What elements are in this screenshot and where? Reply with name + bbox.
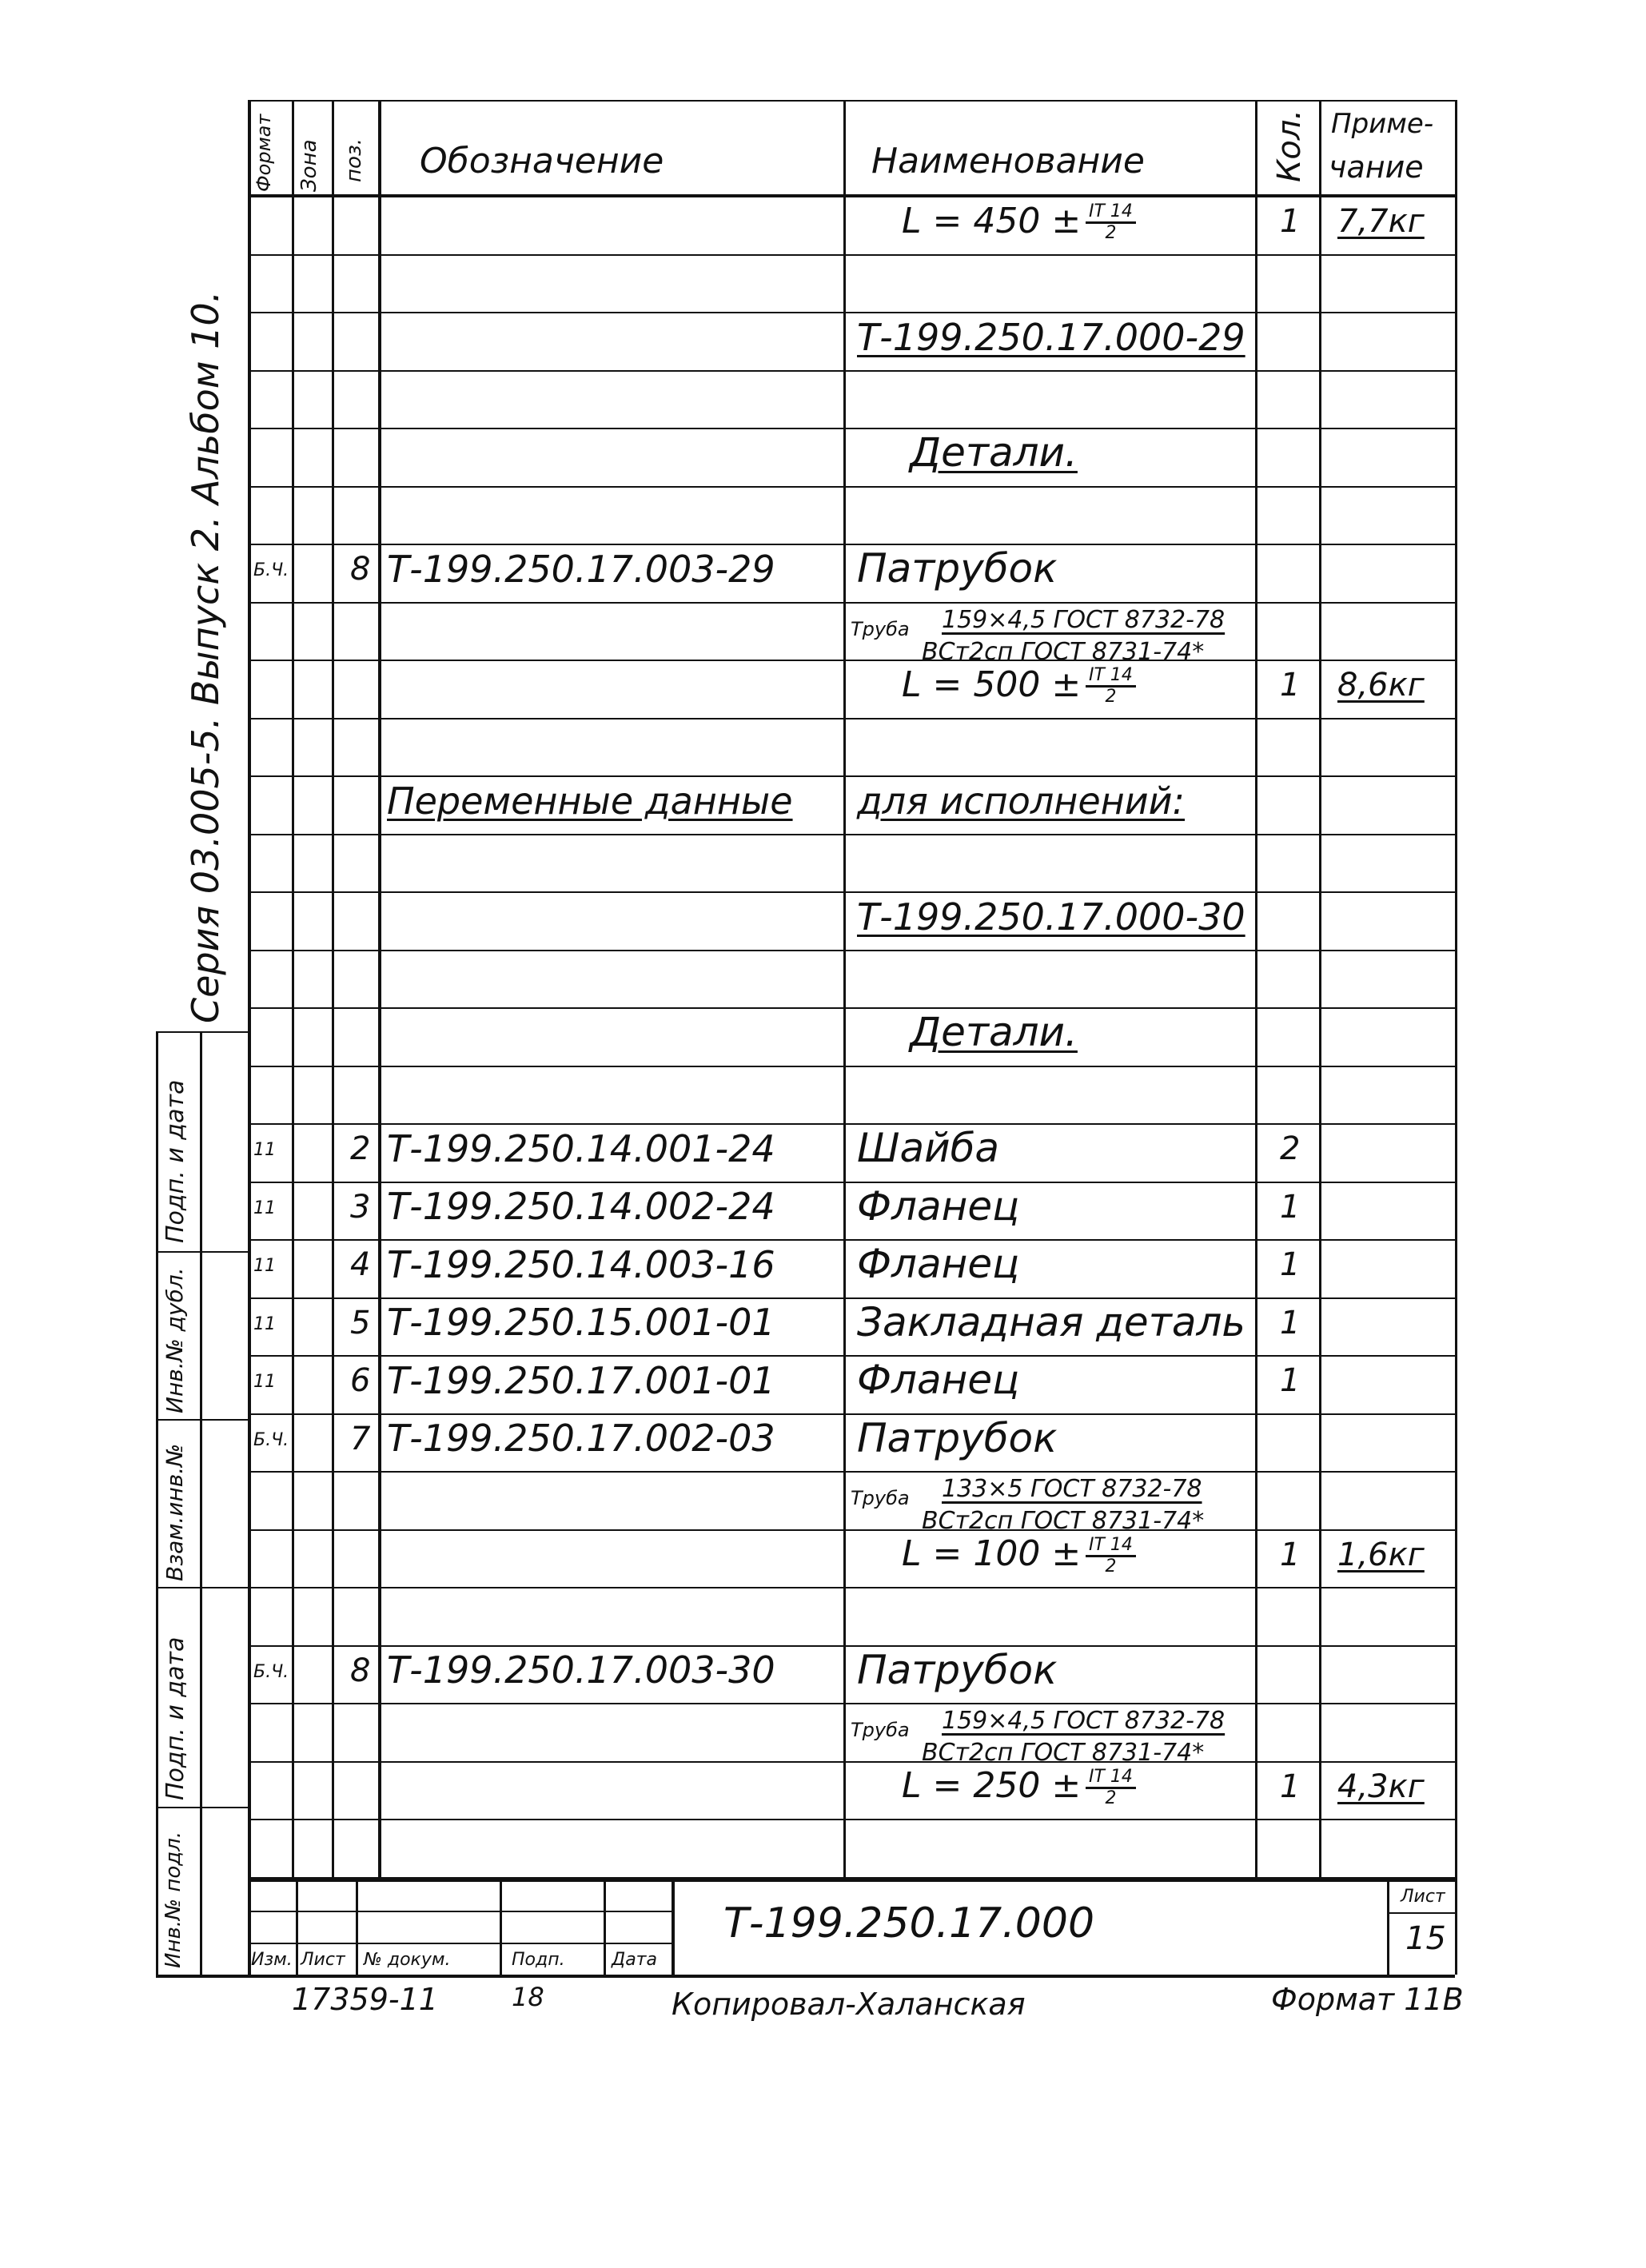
tb-sheet-col — [1387, 1879, 1389, 1975]
side-stamp-sep-3 — [156, 1587, 248, 1588]
row-format: 11 — [253, 1256, 276, 1277]
row-pipe-line1: 133×5 ГОСТ 8732-78 — [942, 1475, 1202, 1503]
row-qty: 1 — [1280, 1536, 1301, 1573]
tolerance-fraction — [1086, 1536, 1136, 1576]
row-note: 4,3кг — [1337, 1768, 1425, 1805]
row-name: Фланец — [857, 1357, 1020, 1404]
row-rule — [248, 1007, 1455, 1009]
row-pipe-prefix: Труба — [851, 1719, 910, 1742]
tb-label-docnum: № докум. — [364, 1950, 451, 1970]
row-rule — [248, 834, 1455, 835]
row-rule — [248, 718, 1455, 719]
row-name: Т-199.250.17.000-30 — [857, 895, 1245, 939]
row-pos: 4 — [350, 1246, 371, 1284]
row-designation: Т-199.250.17.001-01 — [387, 1358, 775, 1402]
side-inv-podl: Инв.№ подл. — [161, 1831, 185, 1968]
side-inv-dubl: Инв.№ дубл. — [161, 1267, 188, 1413]
row-qty: 1 — [1280, 667, 1301, 704]
header-name: Наименование — [871, 141, 1145, 181]
row-pipe-line1: 159×4,5 ГОСТ 8732-78 — [942, 605, 1226, 634]
row-designation: Т-199.250.17.003-29 — [387, 547, 775, 591]
frame-left-border — [248, 100, 251, 1975]
row-qty: 2 — [1280, 1130, 1301, 1168]
header-format: Формат — [253, 114, 275, 192]
row-format: 11 — [253, 1140, 276, 1161]
row-rule — [248, 1239, 1455, 1241]
side-stamp-sep-1 — [156, 1251, 248, 1253]
tb-col-3 — [500, 1879, 502, 1975]
row-rule — [248, 660, 1455, 661]
row-rule — [248, 1587, 1455, 1588]
row-rule — [248, 1529, 1455, 1531]
footer-order-number: 17359-11 — [292, 1982, 438, 2017]
row-section-title: Детали. — [910, 1009, 1078, 1056]
footer-format: Формат 11В — [1271, 1982, 1464, 2017]
header-bottom-line — [248, 194, 1455, 197]
row-format: Б.Ч. — [253, 560, 289, 581]
row-pos: 3 — [350, 1188, 371, 1226]
header-note-line1: Приме- — [1331, 108, 1434, 140]
tb-label-list: Лист — [301, 1950, 345, 1970]
row-name: Патрубок — [857, 545, 1058, 592]
fraction-numerator: IT 14 — [1086, 1536, 1136, 1557]
row-pos: 2 — [350, 1130, 371, 1168]
row-rule — [248, 1819, 1455, 1820]
fraction-denominator: 2 — [1105, 223, 1117, 244]
header-qty: Кол. — [1271, 109, 1308, 182]
row-name: Фланец — [857, 1182, 1020, 1230]
row-pos: 7 — [350, 1420, 371, 1457]
row-pos: 8 — [350, 551, 371, 588]
row-name: для исполнений: — [857, 779, 1186, 823]
row-rule — [248, 891, 1455, 893]
frame-right-border — [1455, 100, 1457, 1975]
tb-label-data: Дата — [612, 1950, 657, 1970]
fraction-numerator: IT 14 — [1086, 666, 1136, 688]
title-block-row-2 — [248, 1943, 672, 1944]
row-rule — [248, 370, 1455, 372]
row-format: 11 — [253, 1198, 276, 1218]
row-rule — [248, 254, 1455, 256]
tolerance-fraction — [1086, 1768, 1136, 1808]
row-rule — [248, 1123, 1455, 1125]
title-block-top — [248, 1879, 1455, 1882]
fraction-denominator: 2 — [1105, 1788, 1117, 1808]
fraction-denominator: 2 — [1105, 687, 1117, 708]
side-podp-data-2: Подп. и дата — [161, 1636, 189, 1800]
side-stamp-sep-2 — [156, 1419, 248, 1421]
row-name: Закладная деталь — [857, 1298, 1245, 1345]
row-rule — [248, 602, 1455, 604]
col-divider-pos — [378, 100, 381, 1879]
row-rule — [248, 1703, 1455, 1704]
row-rule — [248, 1761, 1455, 1763]
header-zone: Зона — [297, 139, 321, 192]
col-divider-zone — [332, 100, 334, 1879]
row-qty: 1 — [1280, 1768, 1301, 1805]
row-qty: 1 — [1280, 1304, 1301, 1341]
row-qty: 1 — [1280, 1246, 1301, 1284]
row-name: Шайба — [857, 1125, 1000, 1172]
row-note: 7,7кг — [1337, 203, 1425, 241]
tolerance-fraction — [1086, 202, 1136, 243]
row-qty: 1 — [1280, 1362, 1301, 1400]
footer-copied-by: Копировал-Халанская — [672, 1987, 1026, 2022]
row-name-formula: L = 450 ± — [902, 200, 1082, 241]
title-sheet-label: Лист — [1401, 1887, 1445, 1907]
row-pipe-line2: ВСт2сп ГОСТ 8731-74* — [922, 637, 1205, 666]
header-top-line — [248, 100, 1455, 102]
col-divider-name — [1255, 100, 1257, 1879]
row-format: Б.Ч. — [253, 1429, 289, 1450]
row-rule — [248, 312, 1455, 313]
row-format: 11 — [253, 1372, 276, 1393]
side-stamp-sep-4 — [156, 1807, 248, 1808]
tb-col-5 — [672, 1879, 675, 1975]
row-rule — [248, 1182, 1455, 1183]
row-pos: 6 — [350, 1362, 371, 1400]
col-divider-designation — [843, 100, 846, 1879]
row-pos: 5 — [350, 1304, 371, 1341]
header-pos: поз. — [342, 138, 366, 182]
row-name-formula: L = 250 ± — [902, 1765, 1082, 1807]
side-stamp-top — [156, 1031, 248, 1033]
row-pos: 8 — [350, 1652, 371, 1689]
tb-label-izm: Изм. — [251, 1950, 293, 1970]
row-pipe-prefix: Труба — [851, 1487, 910, 1510]
row-designation: Т-199.250.17.003-30 — [387, 1648, 775, 1692]
col-divider-qty — [1319, 100, 1321, 1879]
footer-num2: 18 — [512, 1982, 544, 2012]
row-name: Т-199.250.17.000-29 — [857, 315, 1245, 359]
row-rule — [248, 486, 1455, 488]
row-rule — [248, 1297, 1455, 1299]
row-designation: Т-199.250.14.001-24 — [387, 1126, 775, 1170]
row-name-formula: L = 500 ± — [902, 664, 1082, 705]
fraction-denominator: 2 — [1105, 1556, 1117, 1576]
header-designation: Обозначение — [420, 141, 664, 181]
row-rule — [248, 1355, 1455, 1357]
row-designation: Т-199.250.14.002-24 — [387, 1185, 775, 1229]
title-block-row-1 — [248, 1911, 672, 1912]
row-section-title: Детали. — [910, 429, 1078, 476]
row-pipe-line2: ВСт2сп ГОСТ 8731-74* — [922, 1507, 1205, 1535]
row-name-formula: L = 100 ± — [902, 1533, 1082, 1575]
row-pipe-prefix: Труба — [851, 617, 910, 640]
row-qty: 1 — [1280, 1188, 1301, 1226]
tb-col-1 — [296, 1879, 298, 1975]
col-divider-format — [292, 100, 294, 1879]
row-designation: Т-199.250.15.001-01 — [387, 1301, 775, 1345]
side-podp-data-1: Подп. и дата — [161, 1079, 189, 1243]
frame-bottom-border — [156, 1975, 1455, 1978]
row-note: 1,6кг — [1337, 1536, 1425, 1573]
row-designation: Переменные данные — [387, 779, 793, 823]
tb-col-4 — [604, 1879, 606, 1975]
row-name: Фланец — [857, 1241, 1020, 1288]
row-rule — [248, 775, 1455, 777]
row-note: 8,6кг — [1337, 667, 1425, 704]
row-designation: Т-199.250.14.003-16 — [387, 1242, 775, 1286]
row-pipe-line1: 159×4,5 ГОСТ 8732-78 — [942, 1707, 1226, 1735]
row-format: Б.Ч. — [253, 1661, 289, 1682]
row-rule — [248, 428, 1455, 429]
row-rule — [248, 1645, 1455, 1647]
tolerance-fraction — [1086, 666, 1136, 707]
row-designation: Т-199.250.17.002-03 — [387, 1417, 775, 1461]
row-rule — [248, 950, 1455, 951]
row-pipe-line2: ВСт2сп ГОСТ 8731-74* — [922, 1739, 1205, 1767]
fraction-numerator: IT 14 — [1086, 202, 1136, 224]
row-rule — [248, 1471, 1455, 1473]
row-name: Патрубок — [857, 1646, 1058, 1693]
side-series-text: Серия 03.005-5. Выпуск 2. Альбом 10. — [184, 290, 227, 1023]
title-doc-code: Т-199.250.17.000 — [723, 1899, 1095, 1947]
row-rule — [248, 544, 1455, 545]
fraction-numerator: IT 14 — [1086, 1768, 1136, 1789]
tb-sheet-sep — [1387, 1912, 1455, 1914]
side-stamp-mid-line — [200, 1031, 202, 1975]
row-rule — [248, 1877, 1455, 1879]
side-vzam-inv: Взам.инв.№ — [161, 1443, 188, 1581]
row-format: 11 — [253, 1313, 276, 1334]
side-stamp-left-line — [156, 1031, 158, 1975]
row-rule — [248, 1413, 1455, 1415]
header-note-line2: чание — [1329, 149, 1424, 185]
row-rule — [248, 1066, 1455, 1067]
tb-label-podp: Подп. — [512, 1950, 565, 1970]
row-qty: 1 — [1280, 203, 1301, 241]
row-name: Патрубок — [857, 1414, 1058, 1461]
title-sheet-number: 15 — [1405, 1920, 1446, 1957]
tb-col-2 — [356, 1879, 358, 1975]
